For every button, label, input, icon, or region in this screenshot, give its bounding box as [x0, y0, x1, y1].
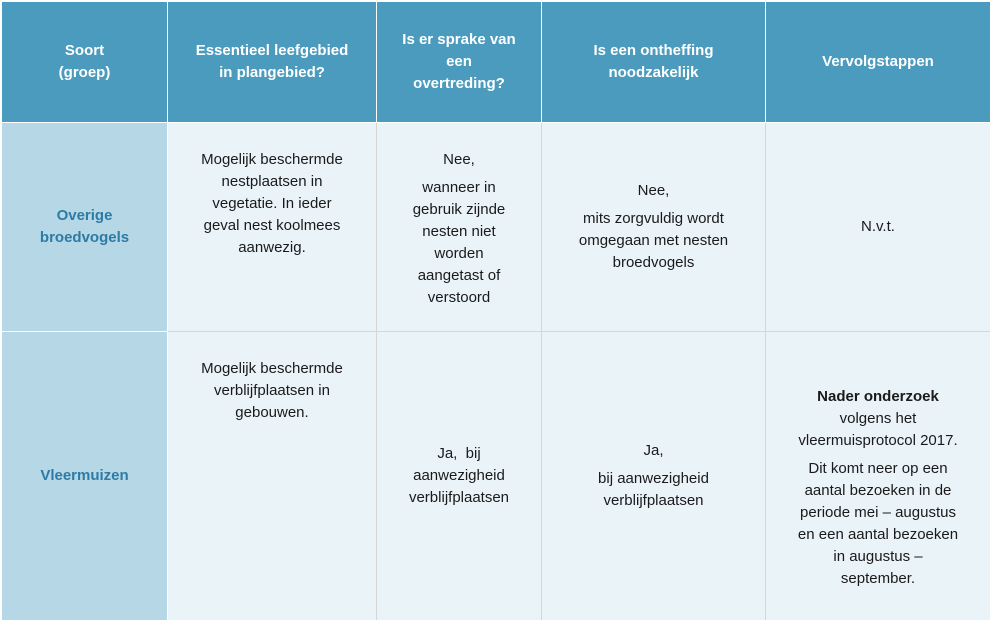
header-overtreding	[377, 2, 541, 122]
row1-overtreding	[377, 123, 541, 331]
row1-overtreding-a: Nee,	[443, 151, 475, 168]
row2-overtreding	[377, 332, 541, 620]
row2-overtreding-line3: verblijfplaatsen	[408, 489, 510, 506]
row1-overtreding-b6: verstoord	[427, 289, 491, 306]
row2-leefgebied-line3: gebouwen.	[235, 404, 309, 421]
header-overtreding-line3: overtreding?	[413, 75, 505, 92]
header-soort-line1: Soort	[64, 42, 105, 59]
row2-overtreding-line2: aanwezigheid	[413, 467, 505, 484]
row2-vervolgstappen-a2: vleermuisprotocol 2017.	[798, 432, 958, 449]
row1-leefgebied-line3: vegetatie. In ieder	[212, 195, 332, 212]
row2-vervolgstappen-b3: periode mei – augustus	[800, 504, 956, 521]
row1-soort-line1: Overige	[56, 207, 113, 224]
grid-line-v2	[376, 123, 377, 620]
row2-leefgebied	[168, 332, 376, 620]
row1-ontheffing-b1: mits zorgvuldig wordt	[583, 210, 724, 227]
row2-ontheffing-b1: bij aanwezigheid	[598, 470, 709, 487]
header-vervolgstappen	[766, 2, 990, 122]
grid-line-v3	[541, 123, 542, 620]
header-soort	[2, 2, 167, 122]
row2-leefgebied-line2: verblijfplaatsen in	[214, 382, 330, 399]
row2-vervolgstappen-b5: in augustus –	[833, 548, 923, 565]
grid-line-h0	[2, 122, 990, 123]
row1-leefgebied-line4: geval nest koolmees	[203, 217, 341, 234]
row2-soort-line1: Vleermuizen	[40, 467, 129, 484]
row2-ontheffing	[542, 332, 765, 620]
row1-soort	[2, 123, 167, 331]
row1-overtreding-b4: worden	[434, 245, 484, 262]
row1-ontheffing	[542, 123, 765, 331]
row1-overtreding-b1: wanneer in	[422, 179, 496, 196]
row1-leefgebied	[168, 123, 376, 331]
header-leefgebied-line2: in plangebied?	[219, 64, 325, 81]
row1-overtreding-b2: gebruik zijnde	[412, 201, 506, 218]
row2-vervolgstappen-bold: Nader onderzoek	[817, 388, 939, 405]
row1-leefgebied-line1: Mogelijk beschermde	[201, 151, 343, 168]
row2-soort	[2, 332, 167, 620]
header-ontheffing-line1: Is een ontheffing	[593, 42, 714, 59]
row2-ontheffing-b2: verblijfplaatsen	[603, 492, 704, 509]
row2-leefgebied-line1: Mogelijk beschermde	[201, 360, 343, 377]
header-overtreding-line2: een	[446, 53, 472, 70]
row2-vervolgstappen-b6: september.	[840, 570, 916, 587]
header-soort-line2: (groep)	[58, 64, 111, 81]
row1-ontheffing-b3: broedvogels	[612, 254, 695, 271]
grid-line-v4	[765, 123, 766, 620]
header-vervolgstappen-line1: Vervolgstappen	[822, 53, 934, 70]
header-ontheffing-line2: noodzakelijk	[608, 64, 699, 81]
header-leefgebied-line1: Essentieel leefgebied	[195, 42, 349, 59]
row2-vervolgstappen	[766, 332, 990, 620]
grid-line-v1	[167, 123, 168, 620]
row2-vervolgstappen-b2: aantal bezoeken in de	[804, 482, 952, 499]
row1-overtreding-b3: nesten niet	[422, 223, 496, 240]
row2-vervolgstappen-a1: volgens het	[839, 410, 917, 427]
row1-overtreding-b5: aangetast of	[417, 267, 501, 284]
row1-ontheffing-b2: omgegaan met nesten	[578, 232, 729, 249]
row1-vervolgstappen	[766, 123, 990, 331]
row1-leefgebied-line2: nestplaatsen in	[221, 173, 323, 190]
row1-vervolgstappen-text: N.v.t.	[861, 218, 895, 235]
grid-line-h1	[168, 331, 990, 332]
row2-ontheffing-a: Ja,	[643, 442, 664, 459]
row2-vervolgstappen-b1: Dit komt neer op een	[808, 460, 948, 477]
header-leefgebied	[168, 2, 376, 122]
header-overtreding-line1: Is er sprake van	[402, 31, 516, 48]
row2-overtreding-line1: Ja, bij	[437, 445, 481, 462]
row1-ontheffing-a: Nee,	[637, 182, 670, 199]
row1-leefgebied-line5: aanwezig.	[238, 239, 306, 256]
row1-soort-line2: broedvogels	[39, 229, 130, 246]
row2-vervolgstappen-b4: en een aantal bezoeken	[797, 526, 959, 543]
header-ontheffing	[542, 2, 765, 122]
